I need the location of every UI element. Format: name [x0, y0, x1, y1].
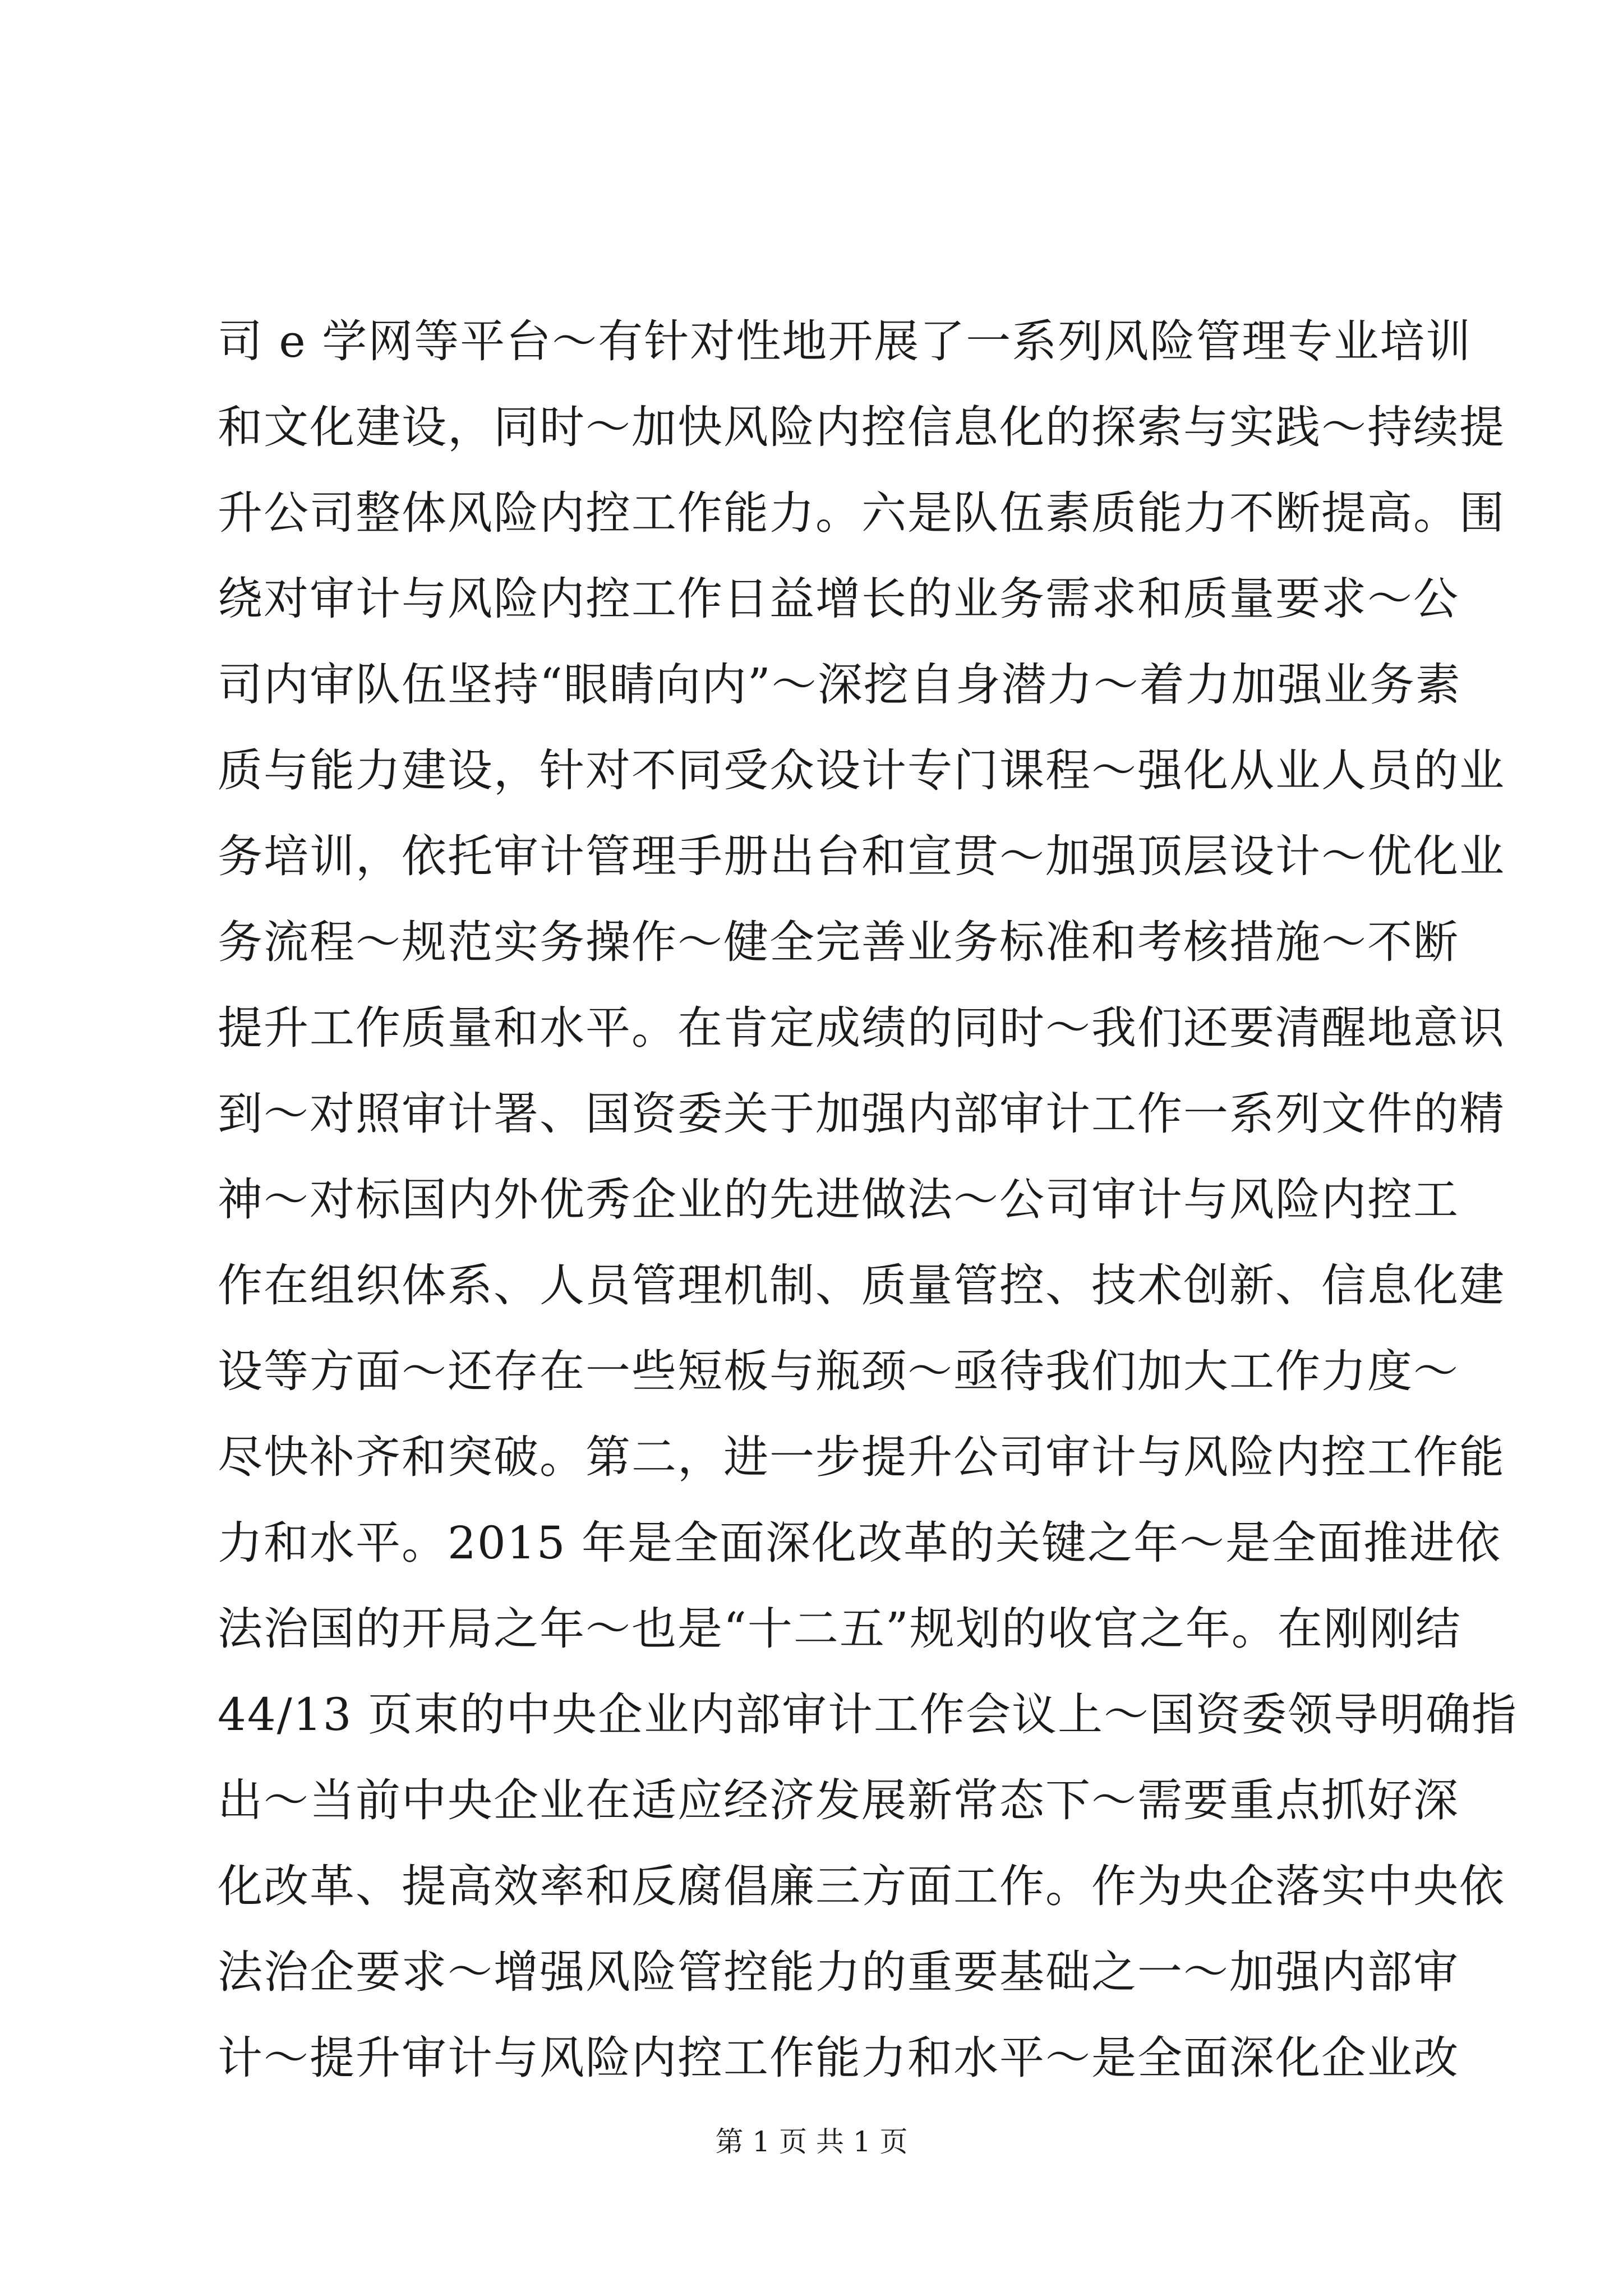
text-line: 设等方面～还存在一些短板与瓶颈～亟待我们加大工作力度～ — [218, 1345, 1459, 1397]
text-line: 44/13 页束的中央企业内部审计工作会议上～国资委领导明确指 — [218, 1688, 1518, 1741]
text-line: 绕对审计与风险内控工作日益增长的业务需求和质量要求～公 — [218, 573, 1459, 625]
text-line: 升公司整体风险内控工作能力。六是队伍素质能力不断提高。围 — [218, 487, 1505, 539]
text-line: 计～提升审计与风险内控工作能力和水平～是全面深化企业改 — [218, 2032, 1459, 2084]
text-line: 力和水平。2015 年是全面深化改革的关键之年～是全面推进依 — [218, 1517, 1502, 1569]
text-line: 提升工作质量和水平。在肯定成绩的同时～我们还要清醒地意识 — [218, 1002, 1505, 1054]
text-line: 神～对标国内外优秀企业的先进做法～公司审计与风险内控工 — [218, 1174, 1459, 1226]
text-line: 务流程～规范实务操作～健全完善业务标准和考核措施～不断 — [218, 916, 1459, 968]
body-text — [218, 298, 1518, 2101]
text-line: 到～对照审计署、国资委关于加强内部审计工作一系列文件的精 — [218, 1088, 1505, 1140]
text-line: 法治企要求～增强风险管控能力的重要基础之一～加强内部审 — [218, 1946, 1459, 1998]
text-line: 法治国的开局之年～也是“十二五”规划的收官之年。在刚刚结 — [218, 1603, 1461, 1655]
text-line: 质与能力建设，针对不同受众设计专门课程～强化从业人员的业 — [218, 744, 1505, 797]
text-line: 作在组织体系、人员管理机制、质量管控、技术创新、信息化建 — [218, 1259, 1505, 1312]
page-footer: 第 1 页 共 1 页 — [715, 2125, 908, 2158]
text-line: 和文化建设，同时～加快风险内控信息化的探索与实践～持续提 — [218, 401, 1505, 453]
text-line: 务培训，依托审计管理手册出台和宣贯～加强顶层设计～优化业 — [218, 830, 1505, 882]
text-line: 化改革、提高效率和反腐倡廉三方面工作。作为央企落实中央依 — [218, 1860, 1505, 1912]
text-line: 司 e 学网等平台～有针对性地开展了一系列风险管理专业培训 — [218, 315, 1472, 367]
text-line: 司内审队伍坚持“眼睛向内”～深挖自身潜力～着力加强业务素 — [218, 659, 1461, 711]
text-line: 出～当前中央企业在适应经济发展新常态下～需要重点抓好深 — [218, 1774, 1459, 1826]
text-line: 尽快补齐和突破。第二，进一步提升公司审计与风险内控工作能 — [218, 1431, 1505, 1483]
